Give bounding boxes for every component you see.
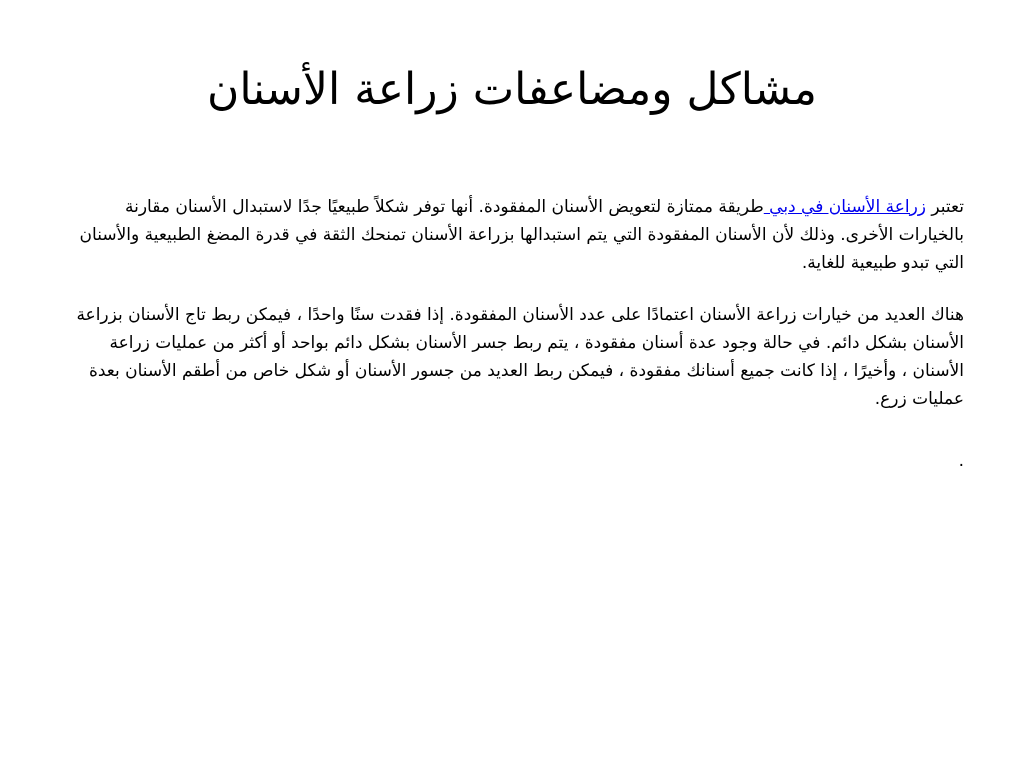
slide-body — [60, 193, 964, 499]
paragraph-intro-lead: تعتبر — [926, 197, 964, 217]
paragraph-options: هناك العديد من خيارات زراعة الأسنان اعتمادًا على عدد الأسنان المفقودة. إذا فقدت سنًا واحدًا ، فيمكن ربط تاج الأسنان بزراعة الأسنان بشكل دائم. في حالة وجود عدة أسنان مفقودة ، يتم ربط جسر الأسنان بشكل دائم بواحد أو أكثر من عمليات زراعة الأسنان ، وأخيرًا ، إذا كانت جميع أسنانك مفقودة ، فيمكن ربط العديد من جسور الأسنان أو شكل خاص من أطقم الأسنان بعدة عمليات زرع. — [76, 305, 964, 409]
paragraph-intro — [60, 193, 964, 277]
paragraph-intro-rest: طريقة ممتازة لتعويض الأسنان المفقودة. أنها توفر شكلاً طبيعيًا جدًا لاستبدال الأسنان مقارنة بالخيارات الأخرى. وذلك لأن الأسنان المفقودة التي يتم استبدالها بزراعة الأسنان تمنحك الثقة في قدرة المضغ الطبيعية والأسنان التي تبدو طبيعية للغاية. — [79, 197, 964, 273]
slide-title: مشاكل ومضاعفات زراعة الأسنان — [207, 64, 817, 115]
paragraph-trailing-dot: . — [958, 451, 964, 471]
dental-implants-dubai-link[interactable]: زراعة الأسنان في دبي — [763, 197, 927, 217]
